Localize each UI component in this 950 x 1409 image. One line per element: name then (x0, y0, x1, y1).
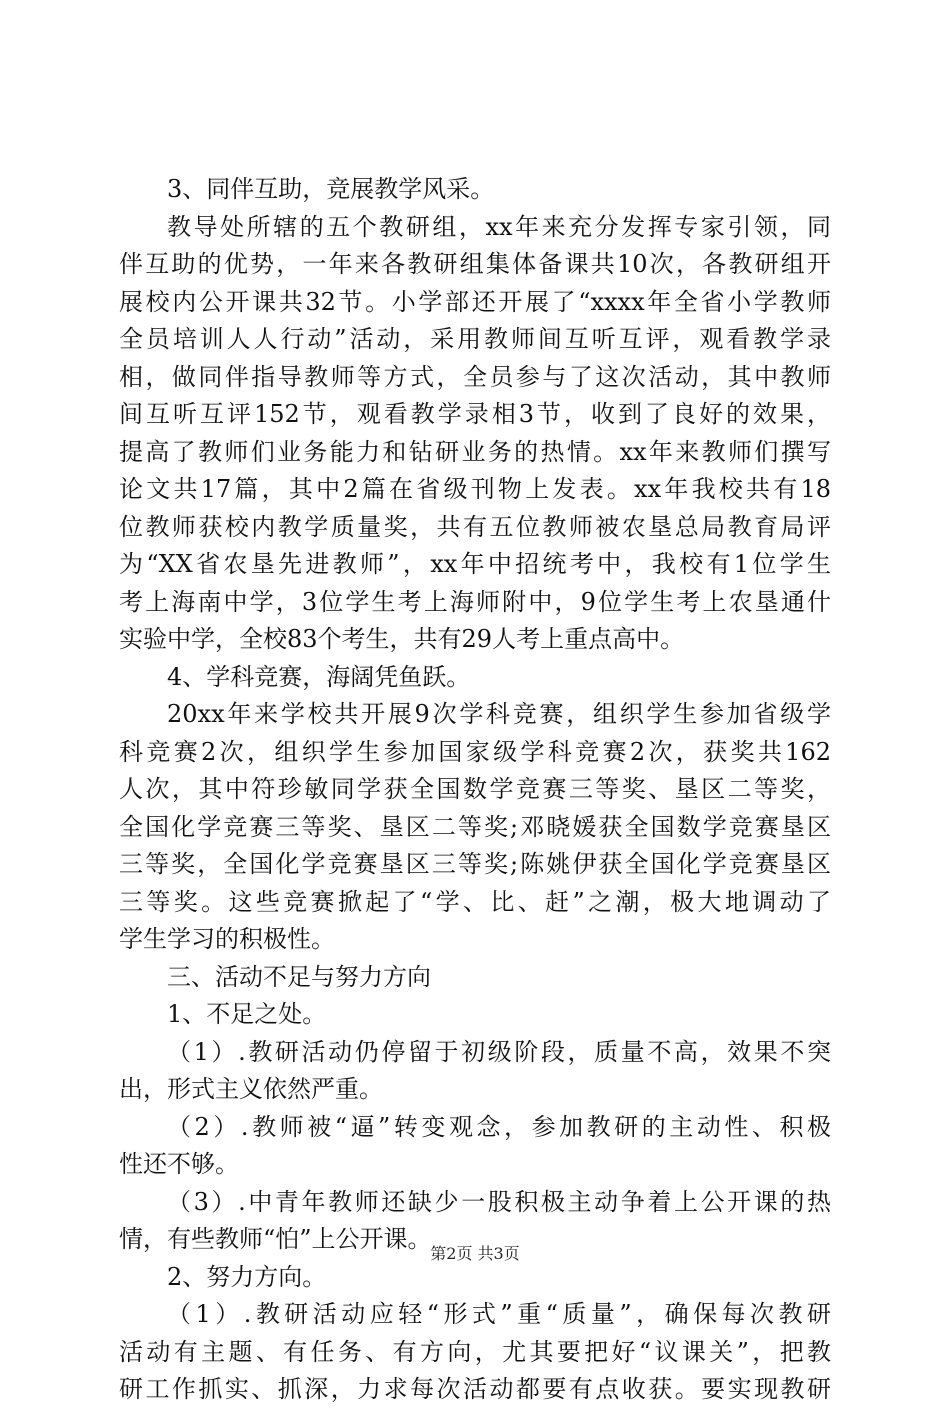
text-line: 学生学习的积极性。 (119, 925, 335, 953)
text-line: 研工作抓实、抓深，力求每次活动都要有点收获。要实现教研 (119, 1375, 831, 1403)
text-line: 位教师获校内教学质量奖，共有五位教师被农垦总局教育局评 (119, 512, 831, 541)
text-line: 实验中学，全校83个考生，共有29人考上重点高中。 (119, 625, 685, 653)
text-line: （3）.中青年教师还缺少一股积极主动争着上公开课的热 (167, 1187, 831, 1216)
text-line: 间互听互评152节，观看教学录相3节，收到了良好的效果， (119, 400, 831, 428)
text-line: 全国化学竞赛三等奖、垦区二等奖;邓晓媛获全国数学竞赛垦区 (119, 812, 831, 841)
text-line: （1）.教研活动仍停留于初级阶段，质量不高，效果不突 (167, 1037, 831, 1066)
text-line: 20xx年来学校共开展9次学科竞赛，组织学生参加省级学 (167, 700, 831, 728)
text-line: 全员培训人人行动”活动，采用教师间互听互评，观看教学录 (119, 325, 831, 353)
text-line: 4、学科竞赛，海阔凭鱼跃。 (167, 662, 471, 691)
page-footer: 第2页 共3页 (430, 1244, 520, 1263)
text-line: 伴互助的优势，一年来各教研组集体备课共10次，各教研组开 (119, 250, 831, 278)
text-line: （1）.教研活动应轻“形式”重“质量”，确保每次教研 (167, 1300, 831, 1328)
text-line: 性还不够。 (119, 1150, 239, 1178)
text-line: 三等奖，全国化学竞赛垦区三等奖;陈姚伊获全国化学竞赛垦区 (119, 850, 831, 878)
text-line: 三、活动不足与努力方向 (167, 962, 431, 991)
text-line: 3、同伴互助，竞展教学风采。 (167, 175, 495, 203)
text-line: 提高了教师们业务能力和钻研业务的热情。xx年来教师们撰写 (119, 437, 831, 466)
text-line: 科竞赛2次，组织学生参加国家级学科竞赛2次，获奖共162 (119, 737, 831, 766)
text-line: 相，做同伴指导教师等方式，全员参与了这次活动，其中教师 (119, 362, 831, 391)
text-line: 1、不足之处。 (167, 1000, 327, 1028)
text-line: 人次，其中符珍敏同学获全国数学竞赛三等奖、垦区二等奖， (119, 775, 831, 803)
text-line: 论文共17篇，其中2篇在省级刊物上发表。xx年我校共有18 (119, 475, 831, 503)
document-body (119, 171, 831, 1409)
text-line: 教导处所辖的五个教研组，xx年来充分发挥专家引领，同 (167, 212, 831, 241)
text-line: 为“XX省农垦先进教师”，xx年中招统考中，我校有1位学生 (119, 550, 831, 578)
text-line: 活动有主题、有任务、有方向，尤其要把好“议课关”，把教 (119, 1337, 831, 1366)
text-line: 情，有些教师“怕”上公开课。 (119, 1225, 432, 1253)
text-line: 2、努力方向。 (167, 1262, 327, 1291)
text-line: 考上海南中学，3位学生考上海师附中，9位学生考上农垦通什 (119, 587, 831, 616)
text-line: （2）.教师被“逼”转变观念，参加教研的主动性、积极 (167, 1112, 831, 1141)
text-line: 出，形式主义依然严重。 (119, 1075, 383, 1103)
text-line: 展校内公开课共32节。小学部还开展了“xxxx年全省小学教师 (119, 287, 831, 316)
text-line: 三等奖。这些竞赛掀起了“学、比、赶”之潮，极大地调动了 (119, 887, 831, 916)
